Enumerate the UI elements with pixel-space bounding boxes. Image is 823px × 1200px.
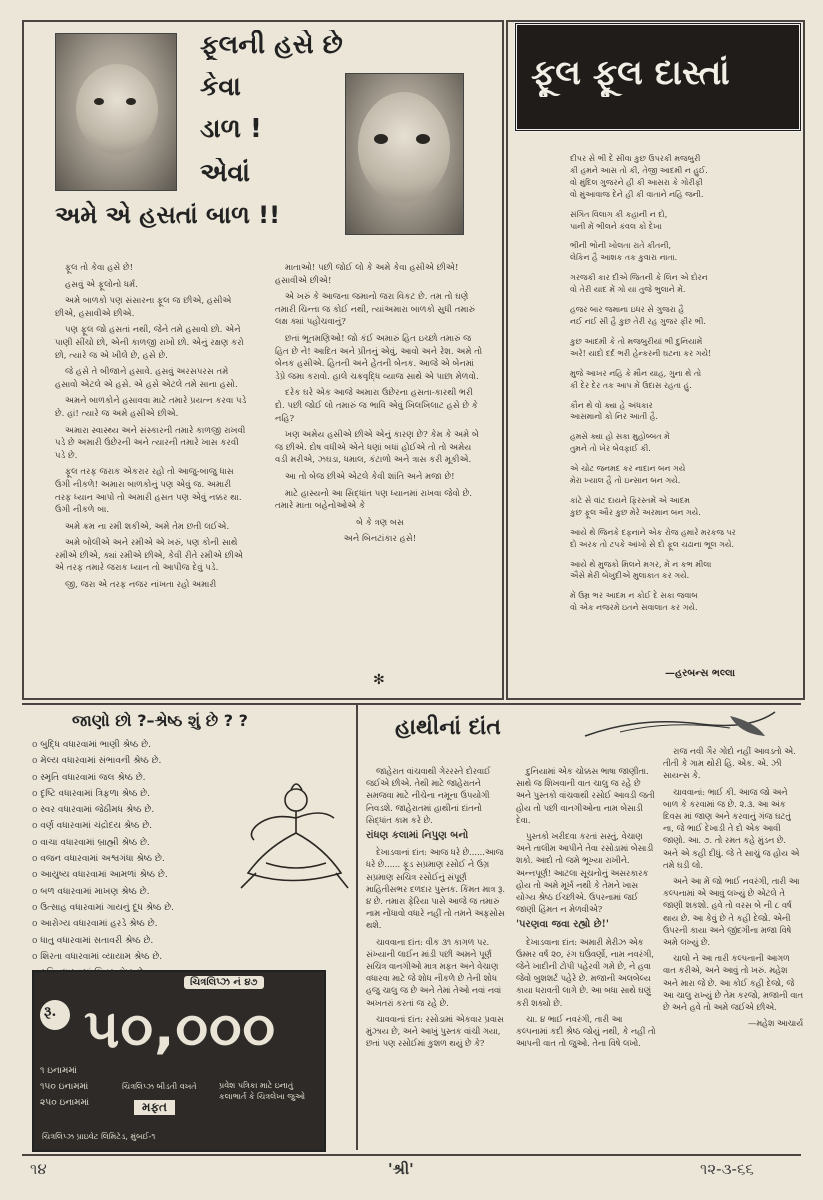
paragraph: દેખાડવાના દાંત: અમારી મેરીઝ એક ઉમ્મર વર્ષ ૨૦, રંગ ઘઉંવર્ણો, નામ નવરંગી, જેને ખાદીની ટોપી પહેરવી ગમે છે, ને હવા જેવો બુશશર્ટ પહેરે છે. મજાની અલબેલ્ય કાયા ધરાવતી લાગે છે. આ બધા સાથે ઘણું કરી શક્યો છે. (516, 936, 654, 1008)
section-divider (22, 703, 801, 705)
page-number: ૧૪ (30, 1160, 47, 1178)
ad-tag: ચિત્રલિપ્ઝ નં ૪૭ (184, 976, 264, 989)
list-item: o સ્વર વધારવામાં જેઠીમધ શ્રેષ્ઠ છે. (32, 802, 262, 818)
ad-left-line: ૨૫૦ ઇનામમાં (40, 1098, 90, 1108)
poem-line: સંગિત વિલાગ કી કહાની ન દો, (570, 209, 668, 219)
paragraph: પુસ્તકો ખરીદવા કરતાં સસ્તું, વેચાણ અને તાલીમ આપીને તેવા રસોડામાં બેસાડી શકો. આદો તો જમે ભૂખ્યા રાખીને. અન્નપૂર્ણ! આટલા સૂચનોનું અસરકારક હોય તો અમે મૂર્ખ નથી કે તેમને ખાસ યોગ્ય શ્રેષ્ઠ ઈચ્છીએ. ઉપરનામાં જઈ જાણી હિંમત ન મેળવીએ? (516, 831, 654, 915)
paragraph: ચાવવાનાં: ભાઈ કી. આજ જો અને બાળ કે કરવામાં જ છે. ૨.૩. આ અંક દિવસ માં જાણ અને કરવાનું ગંજ ઘટતું ના, જે ભાઈ દેખાડી તે દો એક આવી જાણો. આ. ૭. તો રમત કહે મુંડન છે. અને એ કહી દીધું. જે તે સાચું જ હોય એ તમે ઘડી લો. (663, 786, 800, 870)
poem-line: મેં ઉમ્ર ભર આદમ ન કોઈ દે સકા જવાબ (570, 591, 698, 601)
list-item: o ધાતુ વધારવામાં સતાવરી શ્રેષ્ઠ છે. (32, 933, 262, 949)
asterism-icon: ✻ (373, 672, 385, 688)
paragraph: ચા. ૪ ભાઈ નવરંગી, તારી આ કલ્પનામાં કદી શ્રેષ્ઠ જોયું નથી, કે નહીં તો આપની વાત તો જુઓ. તેના વિષે લખો. (516, 1013, 656, 1049)
poem-line: હમસે ક્યા હો સકા મુહોબ્બત મેં (570, 432, 670, 442)
poem-line: ગરજકી કાર દીએ જિતની કે લિન એ દોરન (570, 273, 708, 283)
ad-currency-badge (40, 1000, 70, 1030)
subheading: 'પરણવા જવા રહ્યો છે!' (516, 919, 609, 931)
paragraph: અમે ક્રમ ના રમી શકીએ, અમે તેમ છતી લઈએ. (65, 521, 230, 532)
article1-title-line3: ડાળ ! (200, 114, 262, 144)
paragraph: છતાં ભૂતમણિઓ! જો કંઈ અમારું હિત ઇચ્છો તમારું જ હિત છે ને! આદિત અને પ્રીતનું એવું, આવો અને રેશ. અમે તો બેનક હસીએ. હિતની અને હેતની બેનક. આજે એ બેનમાં ડેપ્રે જમા કરાવો. હાલે ચક્રવૃદ્ધિ વ્યાજ સાથે એ પાછા મેળવો. (275, 333, 483, 382)
paragraph: ફૂલ તો કેવા હસે છે! (65, 263, 134, 273)
article4-title: હાથીનાં દાંત (395, 715, 501, 740)
poem-line: ભીની ભોની ખોલતા રાતે કીતની, (570, 241, 672, 251)
paragraph: જી, જરા એ તરફ નજર નાંખતા રહો અમારી (65, 580, 217, 591)
paragraph: દેખાડવાનાં દાંત: આજ ધરે છે......આજ ધરે છે...... ફૂડ સપ્રમાણ રસોઈ ને ઉગ્ર સપ્રમાણ સચિત્ર રસોઈનું સંપૂર્ણ માહિતીસભર દળદાર પુસ્તક. કિંમત માત્ર રૂ. ૪ છે. તમારા ફેરિયા પાસે આજે જ તમારું નામ નોંધાવો વધારે નહીં તો તમને અફસોસ થશે. (366, 847, 506, 931)
paragraph: ફૂલ તરફ જરાક એકરાર રહો તો આજુ-બાજુ ધાસ ઉગી નીકળે! અમારા બાળકોનું પણ એવું જ. અમારી તરફ ધ્યાન આપો તો અમારી હસત પણ એવું નક્કર થા. ઉગી નીકળે બા. (55, 467, 242, 516)
child-photo-left (55, 33, 177, 191)
paragraph: દરેક ઘરે એક આજે અમારા ઉછેરના હસતા-કારથી ભરી દો. પછી જોઈ લો તમારું જ ભાવિ એવું ખિલખિલાટ હસે છે કે નહિ? (275, 388, 478, 424)
author-signature: —મહેશ આચાર્ય (747, 1018, 803, 1029)
list-item: o આરોગ્ય વધારવામાં હરડે શ્રેષ્ઠ છે. (32, 916, 262, 932)
poem-line: આયે થે જિનકે દફનાને એક રોજ હમારે મરકજ પર (570, 527, 736, 537)
ad-free-badge: મફત (134, 1100, 175, 1115)
ad-amount: ૫૦,૦૦૦ (84, 997, 277, 1060)
ad-left-line: ૧૫૦ ઇનામમાં (40, 1082, 89, 1092)
poem-line: કુછ ફૂલ ઔર કુછ મેરે અરમાન બન ગયે. (570, 507, 701, 517)
tusk-illustration (580, 706, 780, 746)
poem-line: કી દેર દેર તક આપ મેં ઉદાસ રહતા હું. (570, 380, 692, 390)
article4-column-1 (366, 765, 509, 1150)
paragraph: જાહેરાત વાંચવાથી ગેરરસ્તે દોરવાઈ જઈએ છીએ. તેથી માટે જાહેરાતને સમજવા માટે નીચેના નમૂના ઉપયોગી નિવડશે. જાહેરાતમાં હાથીનાં દાંતનો સિદ્ધાંત કામ કરે છે. (366, 766, 491, 825)
paragraph: ચાવવાના દાંત: વીક ૩૧ કાગળ પર. સંખ્યાની લાઈન માંડી પછી અમને પૂર્ણ સચિત્ર વાનગીઓ માત્ર મફત અને વેચાણ વધારવા માટે જે શોધ નીકળે છે તેની શોધ હજુ ચાલુ જ છે અને તેમાં તેઓ નવાં નવાં અખતરાં કરતાં જ રહે છે. (366, 936, 502, 1008)
poem-line: વો મુંઆવાજ દેને હી કી વાતાને નહિ જની. (570, 189, 704, 199)
magazine-name: 'શ્રી' (388, 1160, 414, 1178)
poem-line: અરે! યાદો દર્દ ભરી હેન્કરની ઘટના કર ગયે! (570, 348, 712, 358)
article1-column-2 (275, 262, 485, 662)
list-item: o વર્ણ વધારવામાં ચંદ્રોદય શ્રેષ્ઠ છે. (32, 818, 262, 834)
article1-title-line1: ફૂલની હસે છે (200, 30, 343, 60)
article3-title: જાણો છો ?–શ્રેષ્ઠ શું છે ? ? (72, 711, 248, 730)
subheading: રાંધણ કલામાં નિપુણ બનો (366, 830, 469, 842)
list-item: o બુદ્ધિ વધારવામાં ભાણી શ્રેષ્ઠ છે. (32, 737, 262, 753)
paragraph: અને આ મેં જો ભાઈ નવરંગી, તારી આ કલ્પનામાં એ આવું લખ્યું છે એટલે તે જાણી શકશો. હવે તો વરસ બે ની ૮ વર્ષ થાય છે. આ કેવું છે તે કહી દેજો. એની ઉપરની કાયા અને જીંદગીના મજા વિષે અમે લખ્યું છે. (663, 876, 800, 948)
ad-footer: ચિત્રલિપ્ઝ પ્રાઇવેટ લિમિટેડ, મુંબઈ-૧ (42, 1132, 156, 1141)
poem-line: કાંટે સે વાંટ દાયને ફિરસ્તમેં એ આદમ (570, 495, 690, 505)
list-item: o આયુષ્ય વધારવામાં આમળાં શ્રેષ્ઠ છે. (32, 867, 262, 883)
article1-title-line4: એવાં (200, 158, 250, 188)
list-item: o શિરતા વધારવામાં વ્યાયામ શ્રેષ્ઠ છે. (32, 949, 262, 965)
poem-line: વો એક નજરમેં ઇતને સવાલાત કર ગયે. (570, 603, 698, 613)
paragraph: આ તો બેજ છીએ એટલે કેવી શાંતિ અને મજા છે! (285, 471, 455, 482)
poem-line: આસમાનોં કો નિર આતી હૈ. (570, 412, 658, 422)
poem-line: વો મુંદિલ ગુજરને હી કી આસરા કે ગોરીફી (570, 177, 703, 187)
ad-right-text: પ્રવેશ પત્રિકા માટે ઇનાતું કલાભાર્ત કે ચિત્રલેખા જુઓ (219, 1081, 306, 1101)
poem-line: એ ચોટ જનમદ કર નાદાન બન ગયે (570, 464, 686, 474)
ad-left-line: ૧ ઇનામમાં (40, 1066, 77, 1076)
paragraph: એ ખરું કે આજના જમાનો જરા વિકટ છે. તમ તો ઘણે તમારી ચિન્તા જ કોઈ નથી, ત્યાંઅમારા બાળકો સુધી તમારું લક્ષ ક્યાં પહોંચવાનું? (275, 292, 475, 328)
lottery-advertisement (32, 970, 326, 1152)
paragraph: અમને બાળકોને હસાવવા માટે તમારે પ્રયત્ન કરવા પડે છે. હાં! ત્યારે જ અમે હસીએ છીએ. (55, 396, 247, 419)
paragraph: ચાવવાનાં દાંત: રસોડામાં એકવાર પ્રવાસ મુંઝાય છે, અને આખું પુસ્તક વાંચી ગયા, છતાં પણ રસોઈમાં કુશળ થયું છે કે? (366, 1013, 504, 1049)
list-item: o મેલ્ય વધારવામાં સંભાવની શ્રેષ્ઠ છે. (32, 753, 262, 769)
dancer-illustration (236, 778, 351, 893)
paragraph: અમે બાળકો પણ સંસારના ફૂલ જ છીએ, હસીએ છીએ, હસાવીએ છીએ. (55, 296, 232, 319)
article1-title-line2: કેવા (200, 72, 241, 102)
paragraph: માતાઓ! પછી જોઈ લો કે અમે કેવા હસીએ છીએ! હસાવીએ છીએ! (275, 263, 459, 286)
poem-line: હજર બાર જમાના ઇધર સે ગુજરા હૈ (570, 305, 685, 315)
poem-line: વો તેરી યાદ મેં ગો યા તુજે ભુલાને મેં. (570, 285, 686, 295)
list-item: o વાચા વધારવામાં બ્રાહ્મી શ્રેષ્ઠ છે. (32, 835, 262, 851)
ad-mid-text: ચિત્રલિપ્ઝ બીડતી વખતે (122, 1082, 197, 1091)
article4-column-2 (516, 765, 656, 1150)
child-photo-right (345, 73, 464, 235)
column-divider (356, 705, 358, 1150)
poem-line: દો અરક તો ટપકે આંખો સે દો ફૂલ ચઢાના ભૂલ ગયે. (570, 539, 735, 549)
paragraph: જે હસે તે બીજાને હસાવે. હસવું અરસપરસ તમે હસાવો એટલે એ હસે. એ હસે એટલે તમે સાના હસો. (55, 367, 238, 390)
list-item: o બળ વધારવામાં માખણ શ્રેષ્ઠ છે. (32, 884, 262, 900)
article1-column-1 (55, 262, 250, 682)
list-item: o દૃષ્ટિ વધારવામાં ત્રિફળા શ્રેષ્ઠ છે. (32, 786, 262, 802)
issue-date: ૧૨-૩-૬૬ (700, 1160, 754, 1178)
list-item: o સ્મૃતિ વધારવામાં જલ શ્રેષ્ઠ છે. (32, 770, 262, 786)
poem-text (570, 153, 792, 663)
poem-title-plate (514, 22, 802, 132)
slogan-line: અને બિનટાંકાર હસે! (343, 534, 417, 545)
list-item: o ઉત્સાહ વધારવામાં ગાયનું દૂધ શ્રેષ્ઠ છે. (32, 900, 262, 916)
best-list (32, 737, 262, 981)
poem-line: નઈ નઈ સી હૈ કુછ તેરી રહ ગુજર ફીર ભી. (570, 316, 706, 326)
footer-rule (22, 1154, 801, 1156)
poem-line: કુછ આદમી કે તો મજબુરીયાં ભી દુનિયામેં (570, 336, 703, 346)
poem-author: —હરબન્સ ભલ્લા (665, 668, 736, 679)
paragraph: હસવું એ ફૂલોનો ધર્મ. (65, 279, 138, 290)
paragraph: અમે બોલીએ અને રમીએ એ ખરું, પણ કોની સાથે રમીએ છીએ, ક્યાં રમીએ છીએ, કેવી રીતે રમીએ છીએ એ તરફ તમારે જરાક ધ્યાન તો આપીજ દેવું પડે. (55, 538, 243, 574)
ad-currency: રૂ. (44, 1004, 57, 1020)
poem-line: કૌન થે વો ક્યા હે અંધકાર (570, 400, 653, 410)
poem-line: ઐસે મેરી બેખુદીએ મુલાકાત કર ગયે. (570, 571, 690, 581)
list-item: o વજન વધારવામાં અશ્વગંધા શ્રેષ્ઠ છે. (32, 851, 262, 867)
poem-line: દીપર સે ભી દેં સીવા કુછ ઉપરકી મજબુરી (570, 154, 701, 163)
poem-line: મેરા ખ્યાલ હૈ તો ઇન્સાન બન ગયે. (570, 476, 681, 486)
paragraph: રાજ નવી ગૈર ગોદો નહીં આવડતો એ. તીતી કે ગામ થોરી હિ. એક. એ. ઝી સાયન્સ કે. (663, 746, 796, 781)
paragraph: અમારા સ્વાસ્થ્ય અને સંસ્કારની તમારે કાળજી રાખવી પડે છે અમારી ઉછેરની અને ત્યારની તમારે ખાસ કરવી પડે છે. (55, 425, 246, 461)
slogan-line: બે કે ત્રણ બસ (356, 517, 404, 528)
poem-line: પાની મેં ભીલને કંવલ કો દેખા (570, 221, 662, 231)
poem-line: કી હમને આસ તો કી, તેજી આદમી ન હુઈ. (570, 165, 708, 175)
poem-line: તુમને તો ખેર બેવફાઈ કી. (570, 444, 651, 454)
paragraph: ખણ અમેય હસીએ છીએ એનું કારણ છે? કેમ કે અમે બે જ છીએ. દોષ વધીએ એને ધણાં બધાં હોઈએ તો તો અમેય વડી મરીએ, ઝઘડા, ધમાલ, કંટાળો અને ત્રાસ કરી મૂકીએ. (275, 430, 479, 466)
paragraph: પણ ફૂલ જો હસતાં નથી, જેને તમે હસાવો છો. એને પાણી સીંચો છો, એની કાળજી રાખો છો. એનું રક્ષણ કરો છો, ત્યારે જ એ ખીલે છે, હસે છે. (55, 325, 244, 361)
poem-title: ફૂલ ફૂલ દાસ્તાં (531, 53, 730, 93)
paragraph: માટે હાસ્યનો આ સિદ્ધાંત પણ ધ્યાનમાં રાખવા જેવો છે. તમારે માતા બહેનોઓએ કે (275, 488, 472, 512)
article1-title-bottom: અમે એ હસતાં બાળ !! (55, 201, 281, 229)
poem-line: મુજે આખર નહિ કે મૌન યાહ, ગુના થે તો (570, 368, 702, 378)
paragraph: દુનિયામાં એક ચોક્કસ ભાષા જાણીતા. સાથે જ શિખવાની વાત ચાલુ જ રહે છે અને પુસ્તકો વાંચવાથી રસોઈ આવડી જતી હોય તો પછી વાનગીઓના નામ બેસાડી દેવા. (516, 766, 655, 825)
poem-line: આયે થે મુજકો મિલને મગર, મેં ન કભ મીલા (570, 559, 712, 569)
article4-column-3 (663, 745, 803, 1150)
poem-line: લેકિન હૈ આશક તક કુવારા નાતા. (570, 253, 678, 263)
paragraph: ચાલો ને આ તારી કલ્પનાની આગળ વાત કરીએ, અને આવું તો ખરું. મહેશ અને મારા જે છે. આ કોઈ કહી દેજો, જે આ ચાલુ રાખ્યું છે તેમ કરજો, મજાની વાત છે અને હવે તો અમે જઈએ છીએ. (663, 953, 803, 1013)
